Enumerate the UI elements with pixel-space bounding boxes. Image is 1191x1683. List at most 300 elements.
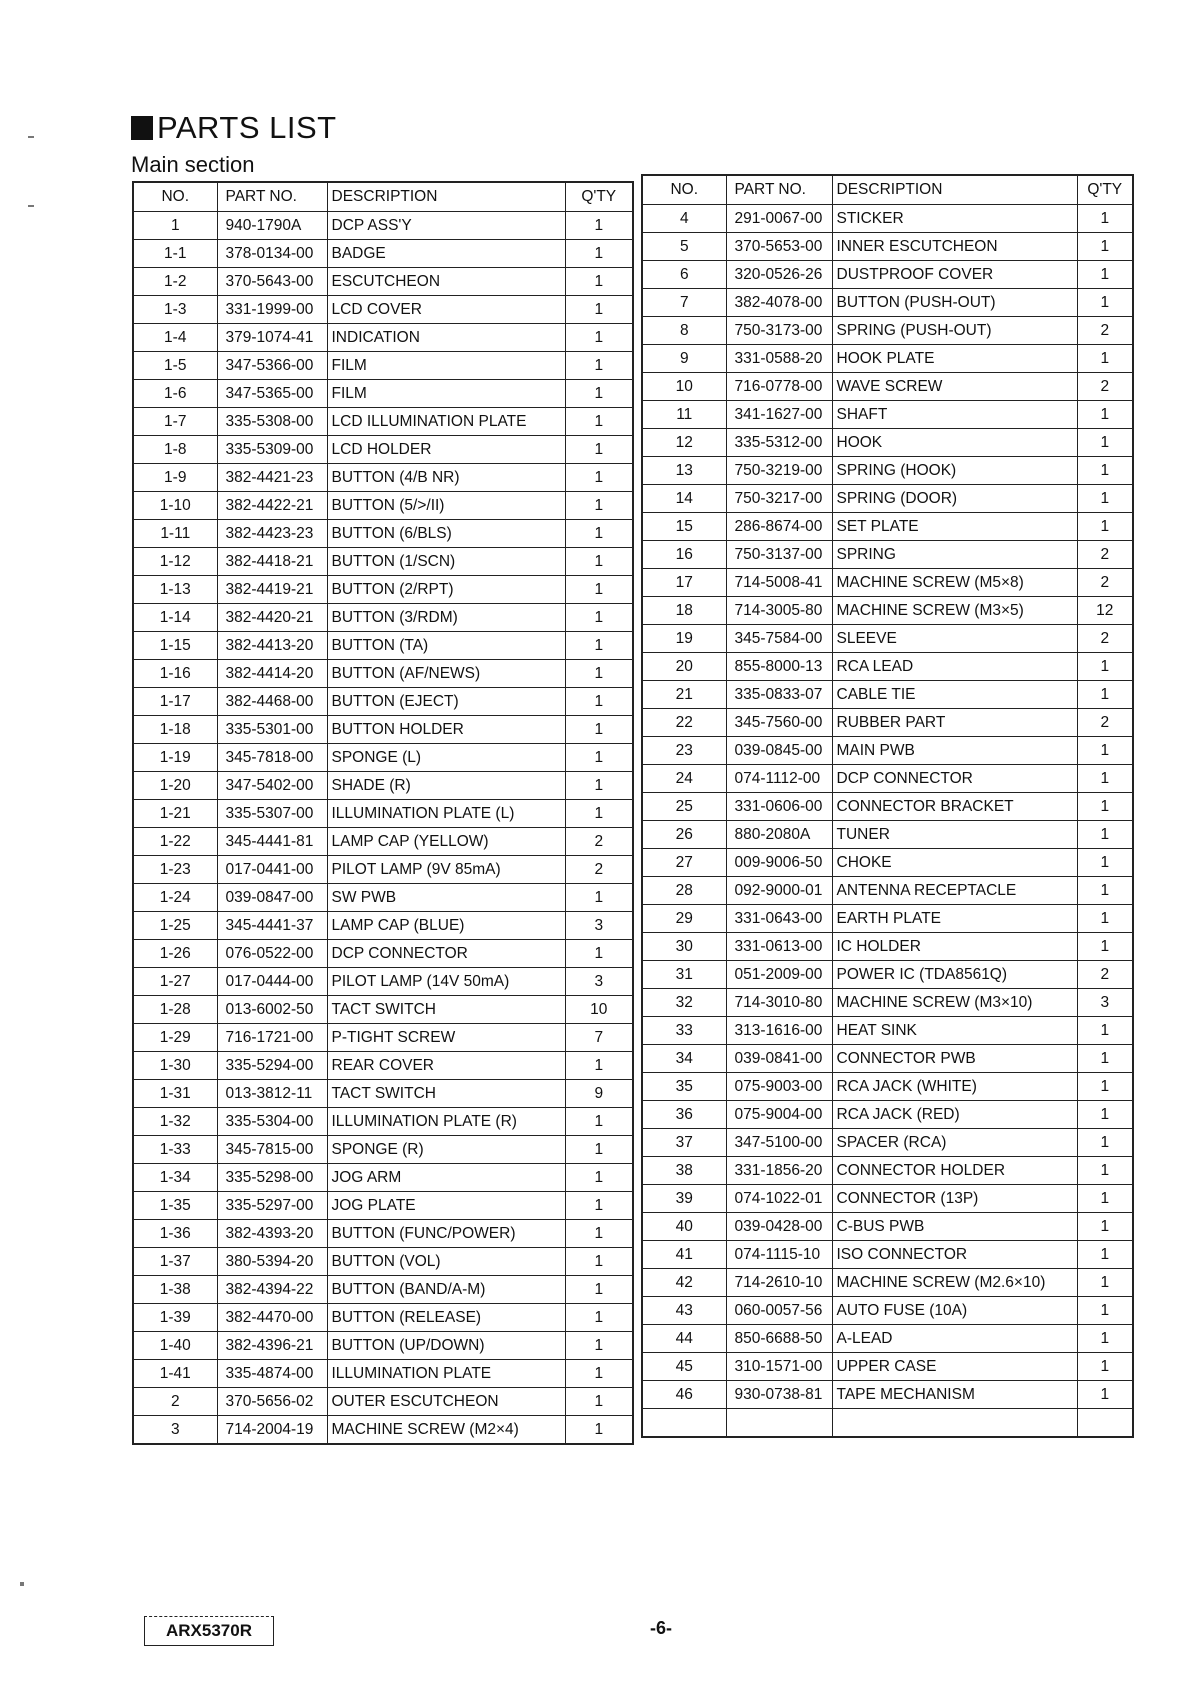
cell-description: BUTTON (6/BLS) <box>327 520 565 548</box>
cell-part-no: 039-0847-00 <box>217 884 327 912</box>
cell-part-no: 331-1856-20 <box>726 1157 832 1185</box>
cell-part-no: 335-4874-00 <box>217 1360 327 1388</box>
table-row <box>133 1248 633 1276</box>
table-row <box>133 1136 633 1164</box>
cell-part-no: 335-5301-00 <box>217 716 327 744</box>
cell-part-no: 880-2080A <box>726 821 832 849</box>
cell-description: STICKER <box>832 205 1077 233</box>
cell-no: 7 <box>642 289 726 317</box>
cell-part-no: 382-4468-00 <box>217 688 327 716</box>
cell-part-no: 382-4396-21 <box>217 1332 327 1360</box>
cell-no: 5 <box>642 233 726 261</box>
cell-description: SHAFT <box>832 401 1077 429</box>
cell-part-no: 750-3173-00 <box>726 317 832 345</box>
cell-no: 18 <box>642 597 726 625</box>
table-row <box>642 597 1133 625</box>
cell-qty: 1 <box>1077 681 1133 709</box>
cell-description: CONNECTOR (13P) <box>832 1185 1077 1213</box>
cell-description: MACHINE SCREW (M3×10) <box>832 989 1077 1017</box>
cell-part-no: 714-2004-19 <box>217 1416 327 1445</box>
cell-part-no: 017-0441-00 <box>217 856 327 884</box>
cell-description: SET PLATE <box>832 513 1077 541</box>
cell-no: 1-12 <box>133 548 217 576</box>
cell-qty: 1 <box>565 352 633 380</box>
cell-no: 17 <box>642 569 726 597</box>
cell-part-no: 060-0057-56 <box>726 1297 832 1325</box>
cell-no: 25 <box>642 793 726 821</box>
table-row <box>133 408 633 436</box>
table-row <box>642 1101 1133 1129</box>
cell-description: ISO CONNECTOR <box>832 1241 1077 1269</box>
cell-part-no: 075-9004-00 <box>726 1101 832 1129</box>
cell-part-no: 039-0841-00 <box>726 1045 832 1073</box>
cell-description: BUTTON (EJECT) <box>327 688 565 716</box>
table-row <box>133 716 633 744</box>
cell-qty: 1 <box>1077 737 1133 765</box>
cell-no: 42 <box>642 1269 726 1297</box>
square-bullet-icon <box>131 116 153 140</box>
cell-part-no: 335-5297-00 <box>217 1192 327 1220</box>
cell-no: 43 <box>642 1297 726 1325</box>
column-header-part-no: PART NO. <box>217 182 327 212</box>
cell-qty: 2 <box>565 828 633 856</box>
cell-qty: 1 <box>565 520 633 548</box>
cell-no: 1-35 <box>133 1192 217 1220</box>
table-row <box>133 1388 633 1416</box>
cell-description: BUTTON (PUSH-OUT) <box>832 289 1077 317</box>
parts-table-left-body <box>133 212 633 1445</box>
cell-part-no: 013-3812-11 <box>217 1080 327 1108</box>
table-row <box>133 296 633 324</box>
cell-qty: 2 <box>1077 625 1133 653</box>
table-row <box>133 1276 633 1304</box>
page-title <box>131 110 337 146</box>
cell-qty: 1 <box>565 240 633 268</box>
cell-part-no: 382-4413-20 <box>217 632 327 660</box>
cell-no: 41 <box>642 1241 726 1269</box>
cell-no: 10 <box>642 373 726 401</box>
cell-description: CONNECTOR PWB <box>832 1045 1077 1073</box>
cell-qty: 1 <box>565 268 633 296</box>
cell-description: AUTO FUSE (10A) <box>832 1297 1077 1325</box>
cell-qty: 1 <box>1077 1157 1133 1185</box>
cell-description: HEAT SINK <box>832 1017 1077 1045</box>
cell-qty: 1 <box>1077 849 1133 877</box>
table-row <box>642 1073 1133 1101</box>
table-row <box>642 1241 1133 1269</box>
cell-part-no: 310-1571-00 <box>726 1353 832 1381</box>
cell-no: 1-32 <box>133 1108 217 1136</box>
cell-description: BUTTON (TA) <box>327 632 565 660</box>
cell-part-no: 382-4423-23 <box>217 520 327 548</box>
cell-description: BUTTON (UP/DOWN) <box>327 1332 565 1360</box>
cell-part-no: 382-4419-21 <box>217 576 327 604</box>
table-row <box>642 849 1133 877</box>
table-row <box>133 1360 633 1388</box>
table-row <box>133 212 633 240</box>
cell-qty: 1 <box>1077 877 1133 905</box>
column-header-description: DESCRIPTION <box>832 175 1077 205</box>
table-row <box>133 1024 633 1052</box>
cell-qty: 1 <box>565 296 633 324</box>
cell-no: 1-8 <box>133 436 217 464</box>
cell-description: SHADE (R) <box>327 772 565 800</box>
cell-no: 24 <box>642 765 726 793</box>
cell-no: 21 <box>642 681 726 709</box>
cell-qty: 3 <box>565 912 633 940</box>
table-row <box>133 1108 633 1136</box>
table-row <box>642 1269 1133 1297</box>
cell-qty: 1 <box>565 436 633 464</box>
cell-description: BUTTON (5/>/II) <box>327 492 565 520</box>
cell-part-no: 345-7584-00 <box>726 625 832 653</box>
table-row <box>642 737 1133 765</box>
table-row <box>133 1164 633 1192</box>
cell-part-no: 370-5653-00 <box>726 233 832 261</box>
cell-part-no: 009-9006-50 <box>726 849 832 877</box>
page-title-text: PARTS LIST <box>157 110 337 145</box>
cell-description: HOOK PLATE <box>832 345 1077 373</box>
table-row <box>133 856 633 884</box>
cell-no: 19 <box>642 625 726 653</box>
cell-part-no: 320-0526-26 <box>726 261 832 289</box>
cell-qty: 1 <box>565 1360 633 1388</box>
table-row <box>642 765 1133 793</box>
cell-qty: 1 <box>1077 401 1133 429</box>
cell-description: CHOKE <box>832 849 1077 877</box>
cell-no: 22 <box>642 709 726 737</box>
table-row <box>133 660 633 688</box>
cell-qty: 1 <box>565 716 633 744</box>
table-row <box>642 1129 1133 1157</box>
cell-qty: 2 <box>1077 317 1133 345</box>
cell-description: SPONGE (L) <box>327 744 565 772</box>
parts-table-right-body <box>642 205 1133 1438</box>
cell-description: UPPER CASE <box>832 1353 1077 1381</box>
cell-qty: 1 <box>1077 233 1133 261</box>
table-row <box>133 800 633 828</box>
cell-no: 27 <box>642 849 726 877</box>
cell-part-no: 335-5307-00 <box>217 800 327 828</box>
cell-part-no: 940-1790A <box>217 212 327 240</box>
cell-qty: 1 <box>565 632 633 660</box>
cell-no: 1-6 <box>133 380 217 408</box>
cell-no: 1-31 <box>133 1080 217 1108</box>
table-row <box>642 1017 1133 1045</box>
cell-description: LCD COVER <box>327 296 565 324</box>
table-row <box>133 352 633 380</box>
cell-description: SPACER (RCA) <box>832 1129 1077 1157</box>
cell-qty: 1 <box>565 688 633 716</box>
cell-no: 4 <box>642 205 726 233</box>
table-row <box>642 1157 1133 1185</box>
cell-qty: 3 <box>565 968 633 996</box>
cell-part-no: 331-0613-00 <box>726 933 832 961</box>
cell-part-no <box>726 1409 832 1438</box>
cell-no: 1-14 <box>133 604 217 632</box>
cell-no: 1-16 <box>133 660 217 688</box>
cell-qty: 1 <box>565 380 633 408</box>
cell-no: 23 <box>642 737 726 765</box>
cell-description: BUTTON (AF/NEWS) <box>327 660 565 688</box>
cell-qty: 1 <box>565 660 633 688</box>
cell-qty: 1 <box>1077 1213 1133 1241</box>
cell-part-no: 331-1999-00 <box>217 296 327 324</box>
cell-part-no: 345-7818-00 <box>217 744 327 772</box>
cell-qty: 1 <box>1077 1073 1133 1101</box>
cell-no: 38 <box>642 1157 726 1185</box>
cell-qty: 1 <box>565 1052 633 1080</box>
column-header-description: DESCRIPTION <box>327 182 565 212</box>
margin-mark <box>28 136 34 138</box>
table-row <box>133 464 633 492</box>
table-row <box>642 1353 1133 1381</box>
table-row <box>642 933 1133 961</box>
cell-description: SPRING (DOOR) <box>832 485 1077 513</box>
table-row <box>133 268 633 296</box>
cell-no: 1-40 <box>133 1332 217 1360</box>
cell-no: 1-15 <box>133 632 217 660</box>
cell-description: JOG ARM <box>327 1164 565 1192</box>
table-header-row <box>642 175 1133 205</box>
cell-description: MACHINE SCREW (M2.6×10) <box>832 1269 1077 1297</box>
cell-description: HOOK <box>832 429 1077 457</box>
cell-description: MACHINE SCREW (M5×8) <box>832 569 1077 597</box>
cell-qty: 1 <box>1077 793 1133 821</box>
table-row <box>642 1045 1133 1073</box>
column-header-qty: Q'TY <box>565 182 633 212</box>
cell-qty: 1 <box>1077 1325 1133 1353</box>
cell-description: CONNECTOR HOLDER <box>832 1157 1077 1185</box>
cell-part-no: 382-4422-21 <box>217 492 327 520</box>
cell-qty: 1 <box>565 1276 633 1304</box>
column-header-no: NO. <box>133 182 217 212</box>
table-row <box>133 940 633 968</box>
cell-description: PILOT LAMP (14V 50mA) <box>327 968 565 996</box>
cell-description: BUTTON (BAND/A-M) <box>327 1276 565 1304</box>
table-row <box>133 1192 633 1220</box>
cell-description: BUTTON (3/RDM) <box>327 604 565 632</box>
cell-part-no: 855-8000-13 <box>726 653 832 681</box>
cell-no: 28 <box>642 877 726 905</box>
cell-qty: 1 <box>565 772 633 800</box>
cell-qty: 1 <box>565 884 633 912</box>
cell-qty: 2 <box>1077 373 1133 401</box>
table-row <box>133 632 633 660</box>
cell-no: 1-37 <box>133 1248 217 1276</box>
cell-part-no: 714-3005-80 <box>726 597 832 625</box>
cell-description: SW PWB <box>327 884 565 912</box>
cell-description: ANTENNA RECEPTACLE <box>832 877 1077 905</box>
cell-qty: 1 <box>1077 205 1133 233</box>
cell-part-no: 074-1112-00 <box>726 765 832 793</box>
table-row <box>642 345 1133 373</box>
cell-description: SPONGE (R) <box>327 1136 565 1164</box>
cell-part-no: 370-5656-02 <box>217 1388 327 1416</box>
cell-description: BADGE <box>327 240 565 268</box>
cell-description: RCA JACK (RED) <box>832 1101 1077 1129</box>
cell-qty: 1 <box>1077 1241 1133 1269</box>
cell-no: 9 <box>642 345 726 373</box>
table-row <box>642 513 1133 541</box>
cell-part-no: 370-5643-00 <box>217 268 327 296</box>
cell-no: 2 <box>133 1388 217 1416</box>
cell-no: 1-38 <box>133 1276 217 1304</box>
cell-description: LAMP CAP (BLUE) <box>327 912 565 940</box>
cell-description: SPRING (PUSH-OUT) <box>832 317 1077 345</box>
cell-no: 45 <box>642 1353 726 1381</box>
cell-description: POWER IC (TDA8561Q) <box>832 961 1077 989</box>
cell-qty: 1 <box>565 576 633 604</box>
cell-no: 1-7 <box>133 408 217 436</box>
cell-qty: 1 <box>565 1220 633 1248</box>
cell-qty: 1 <box>1077 1101 1133 1129</box>
cell-no: 1-36 <box>133 1220 217 1248</box>
cell-part-no: 335-5304-00 <box>217 1108 327 1136</box>
cell-part-no: 039-0845-00 <box>726 737 832 765</box>
cell-part-no: 347-5402-00 <box>217 772 327 800</box>
cell-no: 26 <box>642 821 726 849</box>
cell-no: 1-26 <box>133 940 217 968</box>
cell-description: CABLE TIE <box>832 681 1077 709</box>
cell-no: 1-2 <box>133 268 217 296</box>
cell-part-no: 379-1074-41 <box>217 324 327 352</box>
cell-no: 1-25 <box>133 912 217 940</box>
table-row <box>642 317 1133 345</box>
cell-no: 36 <box>642 1101 726 1129</box>
cell-description: TACT SWITCH <box>327 996 565 1024</box>
cell-description: EARTH PLATE <box>832 905 1077 933</box>
cell-description: BUTTON (2/RPT) <box>327 576 565 604</box>
table-row <box>642 289 1133 317</box>
cell-no: 14 <box>642 485 726 513</box>
cell-description: LCD ILLUMINATION PLATE <box>327 408 565 436</box>
table-row <box>133 1080 633 1108</box>
table-row <box>642 429 1133 457</box>
cell-part-no: 714-5008-41 <box>726 569 832 597</box>
cell-qty: 1 <box>1077 821 1133 849</box>
cell-qty: 1 <box>1077 289 1133 317</box>
cell-part-no: 750-3137-00 <box>726 541 832 569</box>
cell-description: REAR COVER <box>327 1052 565 1080</box>
cell-no: 1-3 <box>133 296 217 324</box>
cell-part-no: 331-0588-20 <box>726 345 832 373</box>
table-row <box>642 261 1133 289</box>
cell-part-no: 341-1627-00 <box>726 401 832 429</box>
cell-part-no: 930-0738-81 <box>726 1381 832 1409</box>
cell-no: 29 <box>642 905 726 933</box>
cell-description: RCA JACK (WHITE) <box>832 1073 1077 1101</box>
cell-no: 3 <box>133 1416 217 1445</box>
cell-no: 1-33 <box>133 1136 217 1164</box>
cell-no: 1-9 <box>133 464 217 492</box>
cell-qty: 1 <box>565 1108 633 1136</box>
cell-part-no: 313-1616-00 <box>726 1017 832 1045</box>
cell-part-no: 345-7815-00 <box>217 1136 327 1164</box>
cell-description: RUBBER PART <box>832 709 1077 737</box>
cell-qty: 2 <box>1077 541 1133 569</box>
cell-part-no: 013-6002-50 <box>217 996 327 1024</box>
cell-description: DCP CONNECTOR <box>327 940 565 968</box>
cell-part-no: 051-2009-00 <box>726 961 832 989</box>
table-row <box>642 569 1133 597</box>
cell-part-no: 345-4441-81 <box>217 828 327 856</box>
cell-description: SPRING (HOOK) <box>832 457 1077 485</box>
cell-part-no: 380-5394-20 <box>217 1248 327 1276</box>
cell-no: 40 <box>642 1213 726 1241</box>
cell-no: 1-21 <box>133 800 217 828</box>
cell-part-no: 331-0643-00 <box>726 905 832 933</box>
cell-qty: 1 <box>1077 1129 1133 1157</box>
column-header-no: NO. <box>642 175 726 205</box>
cell-qty: 1 <box>565 464 633 492</box>
cell-qty: 10 <box>565 996 633 1024</box>
cell-qty: 1 <box>1077 513 1133 541</box>
table-row <box>133 548 633 576</box>
cell-no: 34 <box>642 1045 726 1073</box>
cell-qty: 2 <box>1077 709 1133 737</box>
cell-description: DCP ASS'Y <box>327 212 565 240</box>
cell-qty: 1 <box>565 744 633 772</box>
table-row <box>642 205 1133 233</box>
cell-no: 44 <box>642 1325 726 1353</box>
cell-qty: 1 <box>565 548 633 576</box>
cell-part-no: 382-4470-00 <box>217 1304 327 1332</box>
cell-part-no: 716-0778-00 <box>726 373 832 401</box>
cell-description: BUTTON (FUNC/POWER) <box>327 1220 565 1248</box>
cell-no: 20 <box>642 653 726 681</box>
cell-part-no: 335-5298-00 <box>217 1164 327 1192</box>
cell-qty: 1 <box>1077 1185 1133 1213</box>
cell-part-no: 382-4394-22 <box>217 1276 327 1304</box>
margin-mark <box>28 205 34 207</box>
cell-no: 1-24 <box>133 884 217 912</box>
cell-part-no: 335-5309-00 <box>217 436 327 464</box>
cell-no: 1-27 <box>133 968 217 996</box>
cell-description: BUTTON (VOL) <box>327 1248 565 1276</box>
cell-qty: 1 <box>1077 457 1133 485</box>
parts-table-left <box>132 181 634 1445</box>
cell-part-no: 714-2610-10 <box>726 1269 832 1297</box>
cell-qty: 1 <box>1077 653 1133 681</box>
cell-description: TAPE MECHANISM <box>832 1381 1077 1409</box>
cell-no: 8 <box>642 317 726 345</box>
cell-part-no: 382-4421-23 <box>217 464 327 492</box>
cell-part-no: 017-0444-00 <box>217 968 327 996</box>
model-number-box: ARX5370R <box>144 1616 274 1646</box>
cell-no: 39 <box>642 1185 726 1213</box>
cell-description: MAIN PWB <box>832 737 1077 765</box>
table-row <box>133 240 633 268</box>
cell-no: 1-23 <box>133 856 217 884</box>
cell-part-no: 335-0833-07 <box>726 681 832 709</box>
cell-description: MACHINE SCREW (M3×5) <box>832 597 1077 625</box>
cell-part-no: 714-3010-80 <box>726 989 832 1017</box>
cell-part-no: 382-4420-21 <box>217 604 327 632</box>
cell-part-no: 335-5312-00 <box>726 429 832 457</box>
cell-description: SLEEVE <box>832 625 1077 653</box>
cell-part-no: 347-5365-00 <box>217 380 327 408</box>
cell-qty: 1 <box>565 1136 633 1164</box>
table-row <box>642 821 1133 849</box>
cell-part-no: 039-0428-00 <box>726 1213 832 1241</box>
cell-no: 30 <box>642 933 726 961</box>
cell-qty: 1 <box>565 800 633 828</box>
table-row <box>642 1213 1133 1241</box>
table-row <box>642 373 1133 401</box>
cell-qty: 1 <box>1077 1297 1133 1325</box>
table-header-row <box>133 182 633 212</box>
